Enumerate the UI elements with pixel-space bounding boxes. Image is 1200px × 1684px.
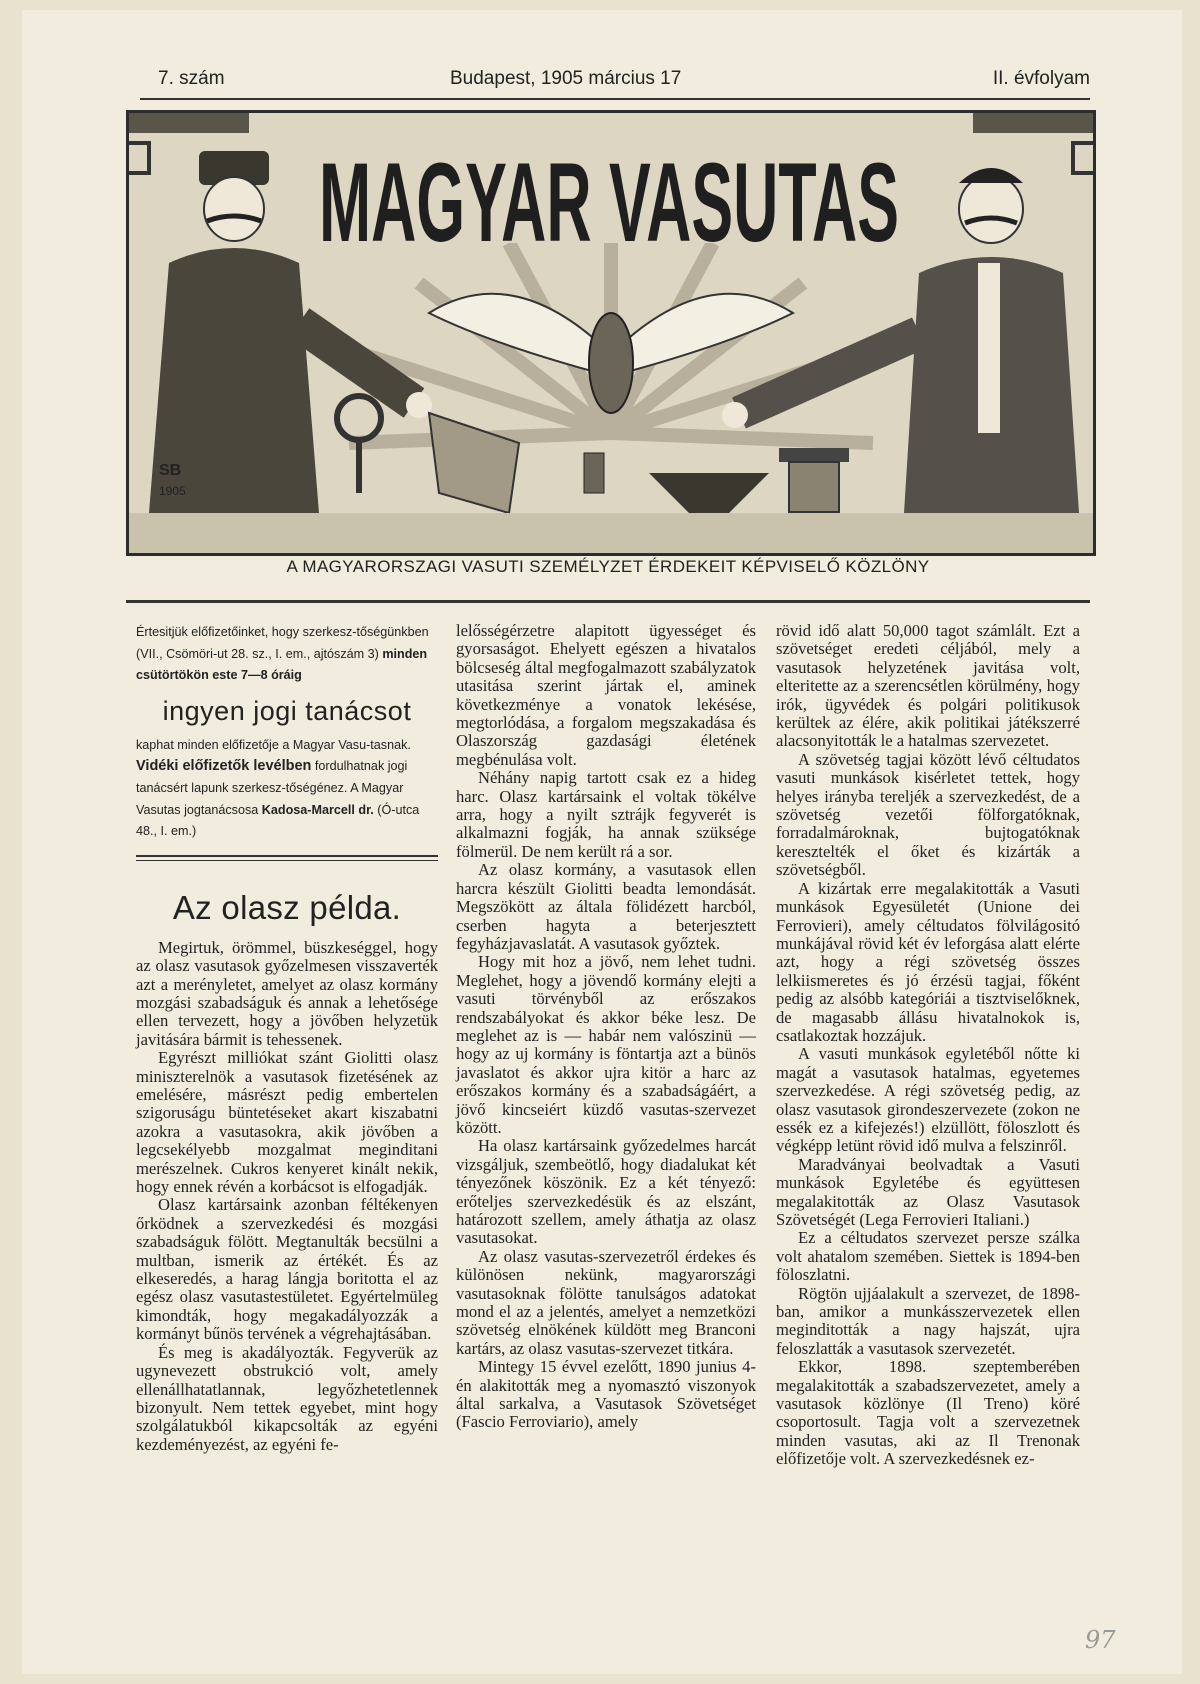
article-paragraph: Olasz kartársaink azonban féltékenyen őrködnek a szervezkedési és mozgási szabadságuk fölött. Megtanulták becsülni a multban, ismerik az értékét. És az elkeseredés, a harag lángja boritotta el az egész olasz vasutastestületet. Egyértelmüleg kimondták, hogy megakadályozzák a kormányt bűnös tervének a végrehajtásában. (136, 1195, 438, 1344)
issue-number: 7. szám (158, 68, 225, 89)
artist-monogram: SB (159, 462, 182, 479)
masthead-title: MAGYAR VASUTAS (319, 140, 899, 265)
subtitle-rule (126, 600, 1090, 603)
article-paragraph: A kizártak erre megalakitották a Vasuti munkások Egyesületét (Unione dei Ferrovieri), amely céltudatos fölvilágositó munkájával rövid két év leforgása alatt elérte azt, hogy a régi szövetség összes lelkiismeretes és jó érzésü tagjai, főként pedig az alsóbb kategóriái a tisztviselőknek, de magasabb állásu hivatalnokok is, csatlakoztak hozzájuk. (776, 878, 1080, 1045)
article-paragraph: lelősségérzetre alapitott ügyességet és gyorsaságot. Ehelyett egészen a hivatalos bölcseség által megfogalmazott szabályzatok utasitása szerint jártak el, aminek következménye a vonatok lekésése, megtorlódása, a forgalom megszakadása és Olaszország gazdasági életének megbénulása volt. (456, 621, 756, 769)
column-2 (456, 622, 756, 1432)
article-title: Az olasz példa. (172, 888, 402, 926)
handwritten-page-number: 97 (1085, 1626, 1116, 1654)
article-paragraph: Megirtuk, örömmel, büszkeséggel, hogy az olasz vasutasok győzelmesen visszaverték azt a merényletet, amelyet az olasz kormány mozgási szabadságuk és annak a lehetősége ellen tervezett, hogy a jövőben helyzetük javitására bármit is tehessenek. (136, 937, 438, 1049)
article-paragraph: Hogy mit hoz a jövő, nem lehet tudni. Meglehet, hogy a jövendő kormány elejti a vasuti törvényből az erőszakos rendszabályokat és akkor béke lesz. De meglehet az is — habár nem valószinü — hogy az uj kormány is föntartja azt a bünös javaslatot és akkor ujra kitör a harc az erőszakos kormány és a szabadságáért, a jövő kincseiért küzdő vasutas-szervezet között. (456, 952, 756, 1137)
article-paragraph: rövid idő alatt 50,000 tagot számlált. Ezt a szövetséget eredeti céljából, mely a vasutasok helyzetének javitása volt, elteritette az a szerencsétlen körülmény, hogy irók, ügyvédek és polgári politikusok kerültek az élére, akik politikai játékszerré alacsonyitották le a hatalmas szervezetet. (776, 621, 1080, 751)
notice-divider (136, 855, 438, 861)
notice-headline: ingyen jogi tanácsot (162, 695, 412, 726)
notice-rural-subscribers: Vidéki előfizetők levélben (136, 758, 312, 775)
column-1 (136, 622, 438, 1454)
notice-address: (Ó-utca 48., I. em.) (136, 802, 420, 839)
masthead-art (129, 113, 1093, 553)
article-paragraph: Mintegy 15 évvel ezelőtt, 1890 junius 4-én alakitották meg a nyomasztó viszonyok által sarkalva, a Vasutasok Szövetséget (Fascio Ferroviario), amely (456, 1357, 756, 1432)
masthead-illustration (126, 110, 1096, 556)
header-rule (140, 98, 1090, 100)
folio-line (140, 68, 1090, 98)
notice-hours: minden csütörtökön este 7—8 óráig (136, 646, 428, 683)
notice-text-1: Értesitjük előfizetőinket, hogy szerkesz-tőségünkben (VII., Csömöri-ut 28. sz., I. em., ajtószám 3) (136, 625, 429, 661)
article-paragraph: Néhány napig tartott csak ez a hideg harc. Olasz kartársaink el voltak tökélve arra, hogy a nyilt sztrájk fegyverét is alkalmazni fogják, ha annak szüksége fölmerül. De nem került rá a sor. (456, 768, 756, 861)
notice-lawyer: Kadosa-Marcell dr. (261, 802, 374, 817)
dateline: Budapest, 1905 március 17 (450, 68, 682, 89)
artwork-year: 1905 (159, 484, 186, 498)
article-paragraph: Maradványai beolvadtak a Vasuti munkások Egyletébe és együttesen megalakitották az Olasz Vasutasok Szövetségét (Lega Ferrovieri Italiani.) (776, 1154, 1080, 1229)
legal-advice-notice (136, 622, 438, 843)
article-paragraph: Az olasz kormány, a vasutasok ellen harcra készült Giolitti beadta lemondását. Megszökött az általa fölidézett harcból, cserben hagyta a beterjesztett fegyházjavaslatát. A vasutasok győztek. (456, 860, 756, 953)
volume: II. évfolyam (992, 68, 1090, 89)
article-paragraph: A vasuti munkások egyletéből nőtte ki magát a vasutasok hatalmas, egyetemes szervezkedése. A régi szövetség pedig, az olasz vasutasok girondeszervezete (zokon ne essék ez a kifejezés!) elzüllött, föloszlott és végképp letünt rövid idő mulva a felszinről. (776, 1044, 1080, 1156)
article-paragraph: Rögtön ujjáalakult a szervezet, de 1898-ban, amikor a munkásszervezetek ellen meginditották a nagy hajszát, ujra feloszlatták a vasutasok szervezetét. (776, 1283, 1080, 1358)
article-paragraph: A szövetség tagjai között lévő céltudatos vasuti munkások kisérletet tettek, hogy helyes irányba tereljék a szervezkedést, de a szövetség vezetői fölforgatóknak, forradalmároknak, bujtogatóknak keresztelték el őket és kizárták a szövetségből. (776, 749, 1080, 880)
column-3 (776, 622, 1080, 1469)
article-paragraph: És meg is akadályozták. Fegyverük az ugynevezett obstrukció volt, amely ellenállhatatlannak, legyőzhetetlennek bizonyult. Nem tettek egyebet, mint hogy szolgálatukból kikapcsolták az egyéni kezdeményezést, az egyéni fe- (136, 1342, 438, 1454)
article-paragraph: Ekkor, 1898. szeptemberében megalakitották a szabadszervezetet, amely a vasutasok közlönye (Il Treno) köré csoportosult. Tagja volt a szervezetnek minden vasutas, aki az Il Trenonak előfizetője volt. A szervezkedésnek ez- (776, 1357, 1080, 1469)
article-paragraph: Egyrészt milliókat szánt Giolitti olasz miniszterelnök a vasutasok fizetésének az emelésére, másrészt pedig embertelen szigoruságu büntetéseket akart kiszabatni azokra a vasutasokra, akik jövőben a legcsekélyebb mozgalmat meginditani merészelnek. Cukros kenyeret kinált nekik, hogy ennek révén a korbácsot is elfogadják. (136, 1048, 438, 1197)
article-paragraph: Az olasz vasutas-szervezetről érdekes és különösen nekünk, magyarországi vasutasoknak fölötte tanulságos adatokat mond el az a jelentés, amelyet a nemzetközi szövetség elnökének küldött meg Branconi kartárs, az olasz vasutas-szervezet titkára. (456, 1246, 756, 1358)
notice-text-3: fordulhatnak jogi tanácsért lapunk szerkesz-tőségénez. A Magyar Vasutas jogtanácsosa (136, 759, 408, 817)
article-paragraph: Ha olasz kartársaink győzedelmes harcát vizsgáljuk, szembeötlő, hogy diadalukat két tényezőnek köszönik. Ez a két tényező: erőteljes szervezkedésük és az elszánt, határozott szellem, amely áthatja az olasz vasutasokat. (456, 1136, 756, 1248)
masthead-subtitle: A MAGYARORSZAGI VASUTI SZEMÉLYZET ÉRDEKEIT KÉPVISELŐ KÖZLÖNY (286, 557, 930, 576)
article-paragraph: Ez a céltudatos szervezet persze szálka volt ahatalom szemében. Siettek is 1894-ben föloszlatni. (776, 1228, 1080, 1285)
notice-text-2: kaphat minden előfizetője a Magyar Vasu-tasnak. (136, 737, 411, 752)
